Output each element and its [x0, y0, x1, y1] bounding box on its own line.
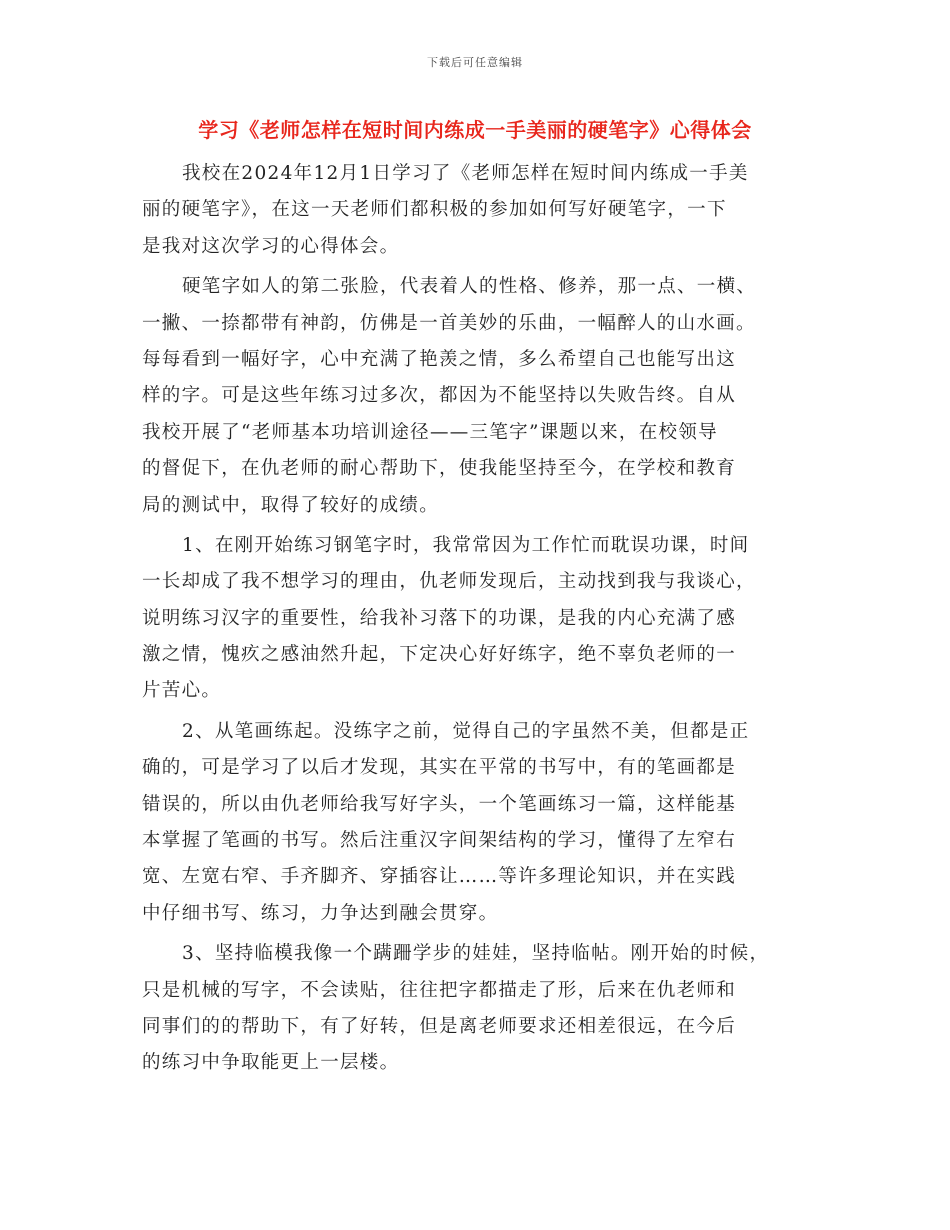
page-header-note: 下载后可任意编辑	[427, 56, 523, 69]
text-line: 局的测试中，取得了较好的成绩。	[142, 494, 440, 516]
text-line: 我校在2024年12月1日学习了《老师怎样在短时间内练成一手美	[182, 163, 749, 184]
text-line: 中仔细书写、练习，力争达到融会贯穿。	[142, 902, 499, 924]
paragraph	[142, 269, 822, 524]
text-line: 硬笔字如人的第二张脸，代表着人的性格、修养，那一点、一横、	[182, 276, 757, 298]
text-line: 2、从笔画练起。没练字之前，觉得自己的字虽然不美，但都是正	[182, 720, 750, 742]
paragraph	[142, 714, 822, 932]
text-line: 样的字。可是这些年练习过多次，都因为不能坚持以失败告终。自从	[142, 385, 737, 407]
document-body	[142, 156, 822, 1086]
text-line: 只是机械的写字，不会读贴，往往把字都描走了形，后来在仇老师和	[142, 979, 737, 1001]
text-line: 的练习中争取能更上一层楼。	[142, 1052, 400, 1074]
document-title: 学习《老师怎样在短时间内练成一手美丽的硬笔字》心得体会	[198, 118, 752, 142]
text-line: 说明练习汉字的重要性，给我补习落下的功课，是我的内心充满了感	[142, 607, 737, 629]
paragraph	[142, 528, 822, 710]
text-line: 丽的硬笔字》，在这一天老师们都积极的参加如何写好硬笔字，一下	[142, 199, 727, 221]
text-line: 宽、左宽右窄、手齐脚齐、穿插容让……等许多理论知识，并在实践	[142, 866, 737, 888]
text-line: 3、坚持临模我像一个蹒跚学步的娃娃，坚持临帖。刚开始的时候，	[182, 943, 770, 965]
text-line: 同事们的的帮助下，有了好转，但是离老师要求还相差很远，在今后	[142, 1015, 737, 1037]
text-line: 一长却成了我不想学习的理由，仇老师发现后，主动找到我与我谈心，	[142, 571, 756, 593]
text-line: 一撇、一捺都带有神韵，仿佛是一首美妙的乐曲，一幅醉人的山水画。	[142, 312, 756, 334]
text-line: 的督促下，在仇老师的耐心帮助下，使我能坚持至今，在学校和教育	[142, 458, 737, 480]
paragraph	[142, 156, 822, 265]
text-line: 本掌握了笔画的书写。然后注重汉字间架结构的学习，懂得了左窄右	[142, 830, 737, 852]
paragraph	[142, 936, 822, 1082]
text-line: 确的，可是学习了以后才发现，其实在平常的书写中，有的笔画都是	[142, 757, 737, 779]
text-line: 1、在刚开始练习钢笔字时，我常常因为工作忙而耽误功课，时间	[182, 534, 750, 556]
text-line: 激之情，愧疚之感油然升起，下定决心好好练字，绝不辜负老师的一	[142, 644, 737, 666]
text-line: 我校开展了“老师基本功培训途径——三笔字”课题以来，在校领导	[142, 421, 718, 443]
text-line: 片苦心。	[142, 680, 222, 702]
text-line: 错误的，所以由仇老师给我写好字头，一个笔画练习一篇，这样能基	[142, 793, 737, 815]
text-line: 每每看到一幅好字，心中充满了艳羡之情，多么希望自己也能写出这	[142, 348, 737, 370]
text-line: 是我对这次学习的心得体会。	[142, 235, 400, 257]
